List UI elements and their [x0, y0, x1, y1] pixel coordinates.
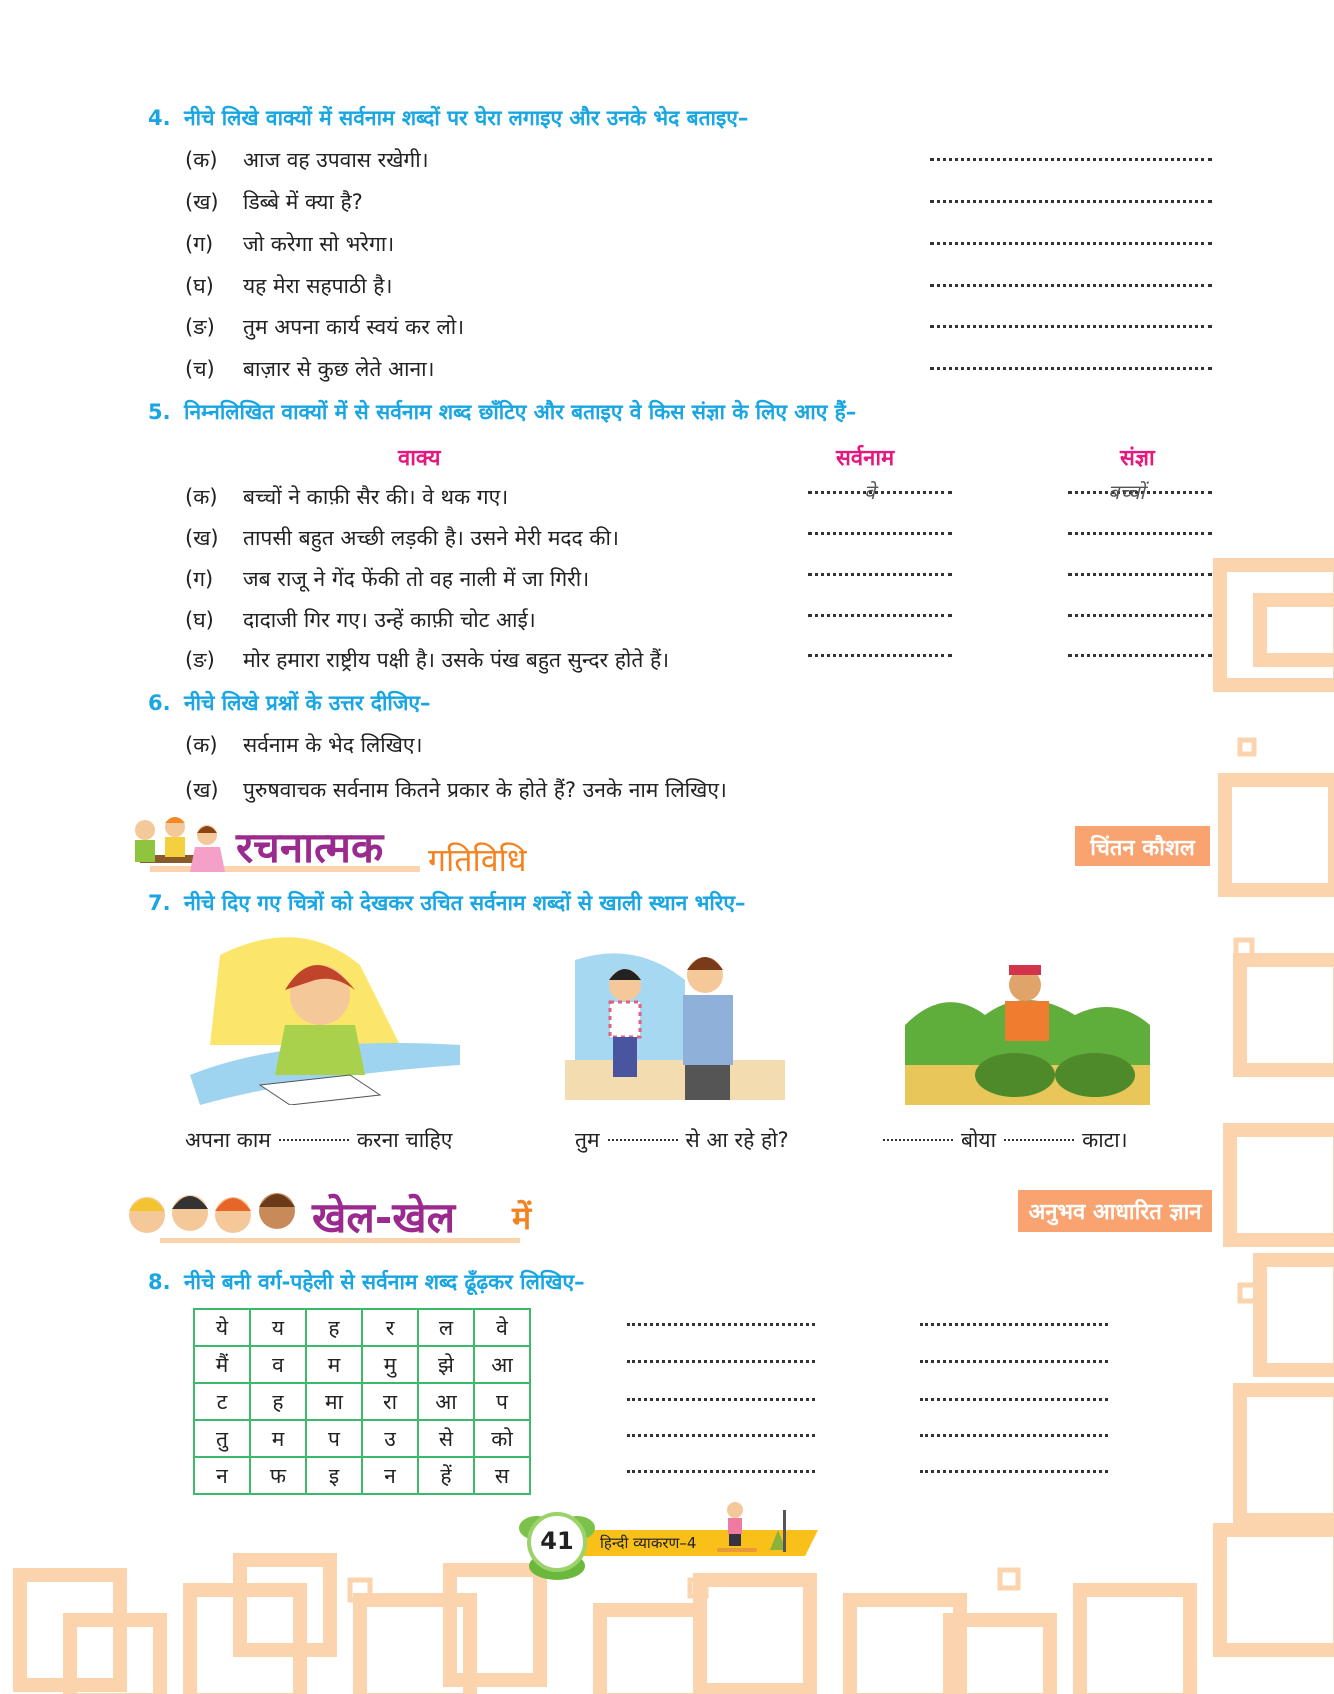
grid-cell[interactable]: ट — [194, 1383, 250, 1420]
answer-line[interactable] — [627, 1398, 815, 1401]
grid-cell[interactable]: वे — [474, 1309, 530, 1346]
section-subtitle-in: में — [512, 1199, 532, 1237]
text: (घ) — [185, 274, 214, 298]
grid-cell[interactable]: म — [250, 1420, 306, 1457]
word-search-grid — [193, 1308, 531, 1495]
noun-answer-line[interactable] — [1068, 614, 1212, 617]
section-title-play: खेल-खेल — [312, 1193, 456, 1242]
text: आज वह उपवास रखेगी। — [243, 148, 429, 172]
text: तापसी बहुत अच्छी लड़की है। उसने मेरी मदद की। — [243, 526, 619, 550]
text: (क) — [185, 733, 218, 757]
section-subtitle-activity: गतिविधि — [428, 841, 527, 879]
q5-item — [185, 606, 536, 634]
pronoun-answer-line[interactable] — [808, 491, 952, 494]
blank-field[interactable] — [1004, 1139, 1074, 1141]
grid-cell[interactable]: को — [474, 1420, 530, 1457]
answer-line[interactable] — [627, 1434, 815, 1437]
farmer-harvesting-illustration — [905, 955, 1150, 1105]
answer-line[interactable] — [930, 158, 1212, 161]
text: बोया — [961, 1128, 997, 1152]
text: से आ रहे हो? — [685, 1128, 789, 1152]
grid-cell[interactable]: स — [474, 1457, 530, 1494]
grid-row — [194, 1383, 530, 1420]
answer-line[interactable] — [920, 1398, 1108, 1401]
question-5-heading — [148, 398, 856, 426]
caption-1 — [185, 1126, 452, 1154]
grid-cell[interactable]: हें — [418, 1457, 474, 1494]
text: नीचे लिखे वाक्यों में सर्वनाम शब्दों पर घेरा लगाइए और उनके भेद बताइए– — [184, 106, 749, 130]
text: जब राजू ने गेंद फेंकी तो वह नाली में जा गिरी। — [243, 567, 590, 591]
q4-item — [185, 230, 394, 258]
grid-cell[interactable]: प — [306, 1420, 362, 1457]
q5-item — [185, 483, 508, 511]
answer-line[interactable] — [930, 284, 1212, 287]
text: (घ) — [185, 608, 214, 632]
q4-item — [185, 272, 392, 300]
text: 8. — [148, 1270, 171, 1294]
text: 4. — [148, 106, 171, 130]
noun-answer-line[interactable] — [1068, 573, 1212, 576]
text: 6. — [148, 691, 171, 715]
grid-cell[interactable]: से — [418, 1420, 474, 1457]
answer-line[interactable] — [930, 367, 1212, 370]
column-header-noun: संज्ञा — [1120, 446, 1155, 471]
boy-and-man-illustration — [565, 950, 785, 1100]
pronoun-answer-line[interactable] — [808, 614, 952, 617]
column-header-sentence: वाक्य — [398, 446, 441, 471]
noun-answer-line[interactable] — [1068, 532, 1212, 535]
text: (क) — [185, 485, 218, 509]
text: सर्वनाम के भेद लिखिए। — [243, 733, 423, 757]
text: 7. — [148, 891, 171, 915]
answer-line[interactable] — [920, 1323, 1108, 1326]
answer-line[interactable] — [930, 242, 1212, 245]
text: दादाजी गिर गए। उन्हें काफ़ी चोट आई। — [243, 608, 536, 632]
text: नीचे लिखे प्रश्नों के उत्तर दीजिए– — [184, 691, 431, 715]
question-8-heading — [148, 1268, 585, 1296]
text: अपना काम — [185, 1128, 271, 1152]
noun-answer-line[interactable] — [1068, 654, 1212, 657]
grid-cell[interactable]: ह — [250, 1383, 306, 1420]
grid-cell[interactable]: इ — [306, 1457, 362, 1494]
grid-cell[interactable]: ल — [418, 1309, 474, 1346]
caption-2 — [575, 1126, 789, 1154]
text: जो करेगा सो भरेगा। — [243, 232, 395, 256]
answer-line[interactable] — [627, 1360, 815, 1363]
grid-row — [194, 1309, 530, 1346]
text: बच्चों ने काफ़ी सैर की। वे थक गए। — [243, 485, 509, 509]
text: पुरुषवाचक सर्वनाम कितने प्रकार के होते हैं? उनके नाम लिखिए। — [243, 778, 727, 802]
column-header-pronoun: सर्वनाम — [836, 446, 895, 471]
question-6-heading — [148, 689, 431, 717]
caption-3 — [875, 1126, 1128, 1154]
book-title: हिन्दी व्याकरण–4 — [600, 1534, 697, 1552]
text: (च) — [185, 357, 215, 381]
q6-item — [185, 776, 727, 804]
q4-item — [185, 355, 435, 383]
pronoun-answer-line[interactable] — [808, 573, 952, 576]
handwritten-noun-answer: बच्चों — [1108, 480, 1145, 504]
grid-cell[interactable]: मा — [306, 1383, 362, 1420]
text: (ङ) — [185, 648, 215, 672]
grid-cell[interactable]: म — [306, 1346, 362, 1383]
grid-cell[interactable]: प — [474, 1383, 530, 1420]
text: (ख) — [185, 778, 219, 802]
q4-item — [185, 146, 429, 174]
answer-line[interactable] — [920, 1470, 1108, 1473]
grid-cell[interactable]: आ — [418, 1383, 474, 1420]
answer-line[interactable] — [627, 1323, 815, 1326]
grid-cell[interactable]: तु — [194, 1420, 250, 1457]
answer-line[interactable] — [930, 325, 1212, 328]
q5-item — [185, 524, 619, 552]
blank-field[interactable] — [279, 1139, 349, 1141]
grid-cell[interactable]: रा — [362, 1383, 418, 1420]
q4-item — [185, 188, 363, 216]
text: 5. — [148, 400, 171, 424]
grid-cell[interactable]: ये — [194, 1309, 250, 1346]
section-title-creative: रचनात्मक — [236, 823, 384, 872]
text: नीचे बनी वर्ग-पहेली से सर्वनाम शब्द ढूँढ़कर लिखिए– — [184, 1270, 585, 1294]
text: यह मेरा सहपाठी है। — [243, 274, 393, 298]
grid-row — [194, 1346, 530, 1383]
q4-item — [185, 313, 464, 341]
q6-item — [185, 731, 422, 759]
question-4-heading — [148, 104, 748, 132]
text: काटा। — [1082, 1128, 1128, 1152]
grid-cell[interactable]: य — [250, 1309, 306, 1346]
pronoun-answer-line[interactable] — [808, 654, 952, 657]
answer-line[interactable] — [920, 1360, 1108, 1363]
text: डिब्बे में क्या है? — [243, 190, 363, 214]
q5-item — [185, 565, 589, 593]
grid-cell[interactable]: ह — [306, 1309, 362, 1346]
grid-cell[interactable]: झे — [418, 1346, 474, 1383]
children-faces-illustration — [125, 1185, 310, 1245]
grid-cell[interactable]: न — [362, 1457, 418, 1494]
text: (ग) — [185, 567, 214, 591]
grid-cell[interactable]: आ — [474, 1346, 530, 1383]
skill-badge-thinking: चिंतन कौशल — [1075, 826, 1210, 866]
blank-field[interactable] — [883, 1139, 953, 1141]
text: तुम — [575, 1128, 600, 1152]
text: (ग) — [185, 232, 214, 256]
grid-cell[interactable]: फ — [250, 1457, 306, 1494]
answer-line[interactable] — [930, 200, 1212, 203]
handwritten-pronoun-answer: वे — [864, 480, 876, 504]
grid-cell[interactable]: उ — [362, 1420, 418, 1457]
children-reading-illustration — [125, 815, 235, 875]
grid-cell[interactable]: र — [362, 1309, 418, 1346]
text: बाज़ार से कुछ लेते आना। — [243, 357, 435, 381]
grid-cell[interactable]: मैं — [194, 1346, 250, 1383]
text: (ङ) — [185, 315, 215, 339]
grid-row — [194, 1420, 530, 1457]
pronoun-answer-line[interactable] — [808, 532, 952, 535]
text: करना चाहिए — [356, 1128, 453, 1152]
text: (ख) — [185, 526, 219, 550]
blank-field[interactable] — [608, 1139, 678, 1141]
answer-line[interactable] — [627, 1470, 815, 1473]
page-number: 41 — [540, 1527, 574, 1555]
text: तुम अपना कार्य स्वयं कर लो। — [243, 315, 465, 339]
skateboarder-illustration — [715, 1500, 790, 1560]
grid-row — [194, 1457, 530, 1494]
grid-cell[interactable]: व — [250, 1346, 306, 1383]
grid-cell[interactable]: मु — [362, 1346, 418, 1383]
text: (क) — [185, 148, 218, 172]
question-7-heading — [148, 889, 746, 917]
text: मोर हमारा राष्ट्रीय पक्षी है। उसके पंख बहुत सुन्दर होते हैं। — [243, 648, 670, 672]
girl-writing-illustration — [190, 935, 460, 1105]
q5-item — [185, 646, 669, 674]
skill-badge-experience: अनुभव आधारित ज्ञान — [1018, 1190, 1212, 1232]
answer-line[interactable] — [920, 1434, 1108, 1437]
grid-cell[interactable]: न — [194, 1457, 250, 1494]
text: (ख) — [185, 190, 219, 214]
text: नीचे दिए गए चित्रों को देखकर उचित सर्वनाम शब्दों से खाली स्थान भरिए– — [184, 891, 746, 915]
text: निम्नलिखित वाक्यों में से सर्वनाम शब्द छाँटिए और बताइए वे किस संज्ञा के लिए आए हैं– — [184, 400, 857, 424]
